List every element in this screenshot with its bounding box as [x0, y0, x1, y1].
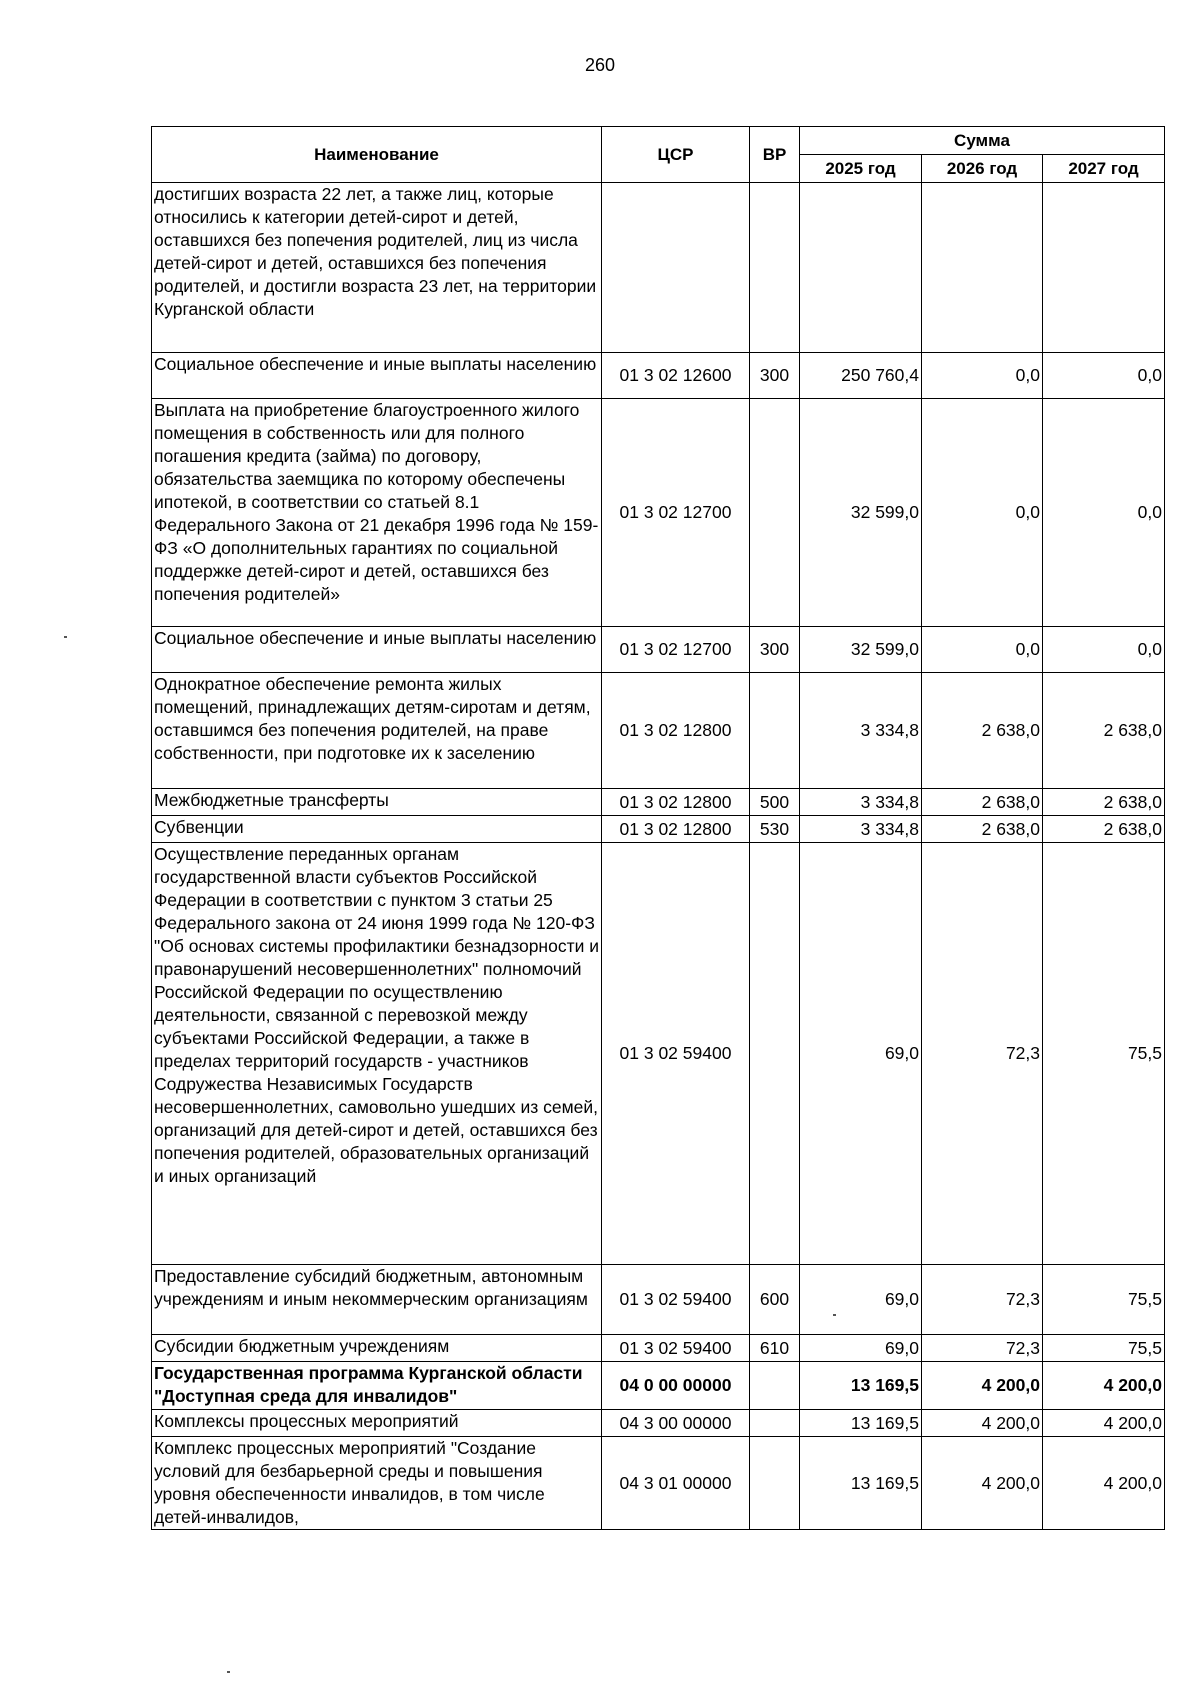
- cell-vr: 610: [750, 1335, 800, 1362]
- cell-2027: 0,0: [1043, 627, 1165, 673]
- cell-2025: 3 334,8: [800, 816, 922, 843]
- cell-csr: 04 3 01 00000: [602, 1437, 750, 1530]
- cell-2025: 3 334,8: [800, 673, 922, 789]
- cell-csr: 01 3 02 12800: [602, 816, 750, 843]
- scan-dot: [833, 1314, 836, 1316]
- cell-2026: 2 638,0: [922, 789, 1043, 816]
- cell-vr: 500: [750, 789, 800, 816]
- cell-2025: 250 760,4: [800, 353, 922, 399]
- table-row: [152, 1437, 1165, 1530]
- cell-csr: 01 3 02 59400: [602, 1335, 750, 1362]
- header-csr: ЦСР: [602, 127, 750, 183]
- scan-dot: [227, 1671, 230, 1673]
- cell-2025: 32 599,0: [800, 399, 922, 627]
- cell-2026: 0,0: [922, 399, 1043, 627]
- cell-name: Социальное обеспечение и иные выплаты населению: [152, 627, 602, 673]
- cell-name: Субвенции: [152, 816, 602, 843]
- cell-2026: 2 638,0: [922, 673, 1043, 789]
- cell-2026: 72,3: [922, 1335, 1043, 1362]
- cell-csr: 01 3 02 12800: [602, 789, 750, 816]
- page-number: 260: [584, 55, 616, 75]
- cell-csr: 01 3 02 59400: [602, 1265, 750, 1335]
- cell-vr: [750, 1410, 800, 1437]
- table-row: [152, 353, 1165, 399]
- cell-2026: 0,0: [922, 627, 1043, 673]
- table-row: [152, 843, 1165, 1265]
- table-row: [152, 399, 1165, 627]
- cell-2025: 69,0: [800, 1335, 922, 1362]
- cell-csr: 04 3 00 00000: [602, 1410, 750, 1437]
- cell-2026: [922, 183, 1043, 353]
- table-header: [152, 127, 1165, 183]
- table-row: [152, 1362, 1165, 1410]
- table-row: [152, 789, 1165, 816]
- cell-name: Комплексы процессных мероприятий: [152, 1410, 602, 1437]
- cell-2025: 3 334,8: [800, 789, 922, 816]
- table-row: [152, 1265, 1165, 1335]
- budget-table: [151, 126, 1165, 1530]
- cell-vr: [750, 399, 800, 627]
- cell-csr: 01 3 02 59400: [602, 843, 750, 1265]
- cell-name: Социальное обеспечение и иные выплаты населению: [152, 353, 602, 399]
- cell-name: Однократное обеспечение ремонта жилых помещений, принадлежащих детям-сиротам и детям, оставшимся без попечения родителей, на праве собственности, при подготовке их к заселению: [152, 673, 602, 789]
- cell-name: достигших возраста 22 лет, а также лиц, которые относились к категории детей-сирот и детей, оставшихся без попечения родителей, лиц из числа детей-сирот и детей, оставшихся без попечения родителей, и достигли возраста 23 лет, на территории Курганской области: [152, 183, 602, 353]
- cell-2027: [1043, 183, 1165, 353]
- cell-csr: 01 3 02 12600: [602, 353, 750, 399]
- cell-vr: 600: [750, 1265, 800, 1335]
- header-year-2027: 2027 год: [1043, 155, 1165, 183]
- cell-2025: 13 169,5: [800, 1437, 922, 1530]
- cell-2027: 2 638,0: [1043, 816, 1165, 843]
- cell-2026: 0,0: [922, 353, 1043, 399]
- cell-2026: 72,3: [922, 843, 1043, 1265]
- header-name: Наименование: [152, 127, 602, 183]
- cell-name: Выплата на приобретение благоустроенного жилого помещения в собственность или для полного погашения кредита (займа) по договору, обязательства заемщика по которому обеспечены ипотекой, в соответствии со статьей 8.1 Федерального Закона от 21 декабря 1996 года № 159-ФЗ «О дополнительных гарантиях по социальной поддержке детей-сирот и детей, оставшихся без попечения родителей»: [152, 399, 602, 627]
- cell-2027: 2 638,0: [1043, 673, 1165, 789]
- header-vr: ВР: [750, 127, 800, 183]
- cell-2027: 4 200,0: [1043, 1437, 1165, 1530]
- cell-name: Комплекс процессных мероприятий "Создание условий для безбарьерной среды и повышения уровня обеспеченности инвалидов, в том числе детей-инвалидов,: [152, 1437, 602, 1530]
- cell-vr: 300: [750, 353, 800, 399]
- cell-name: Межбюджетные трансферты: [152, 789, 602, 816]
- cell-csr: 04 0 00 00000: [602, 1362, 750, 1410]
- cell-2025: [800, 183, 922, 353]
- cell-2027: 0,0: [1043, 399, 1165, 627]
- header-year-2025: 2025 год: [800, 155, 922, 183]
- cell-2025: 32 599,0: [800, 627, 922, 673]
- cell-2026: 4 200,0: [922, 1410, 1043, 1437]
- cell-name: Предоставление субсидий бюджетным, автономным учреждениям и иным некоммерческим организациям: [152, 1265, 602, 1335]
- cell-csr: 01 3 02 12800: [602, 673, 750, 789]
- cell-vr: [750, 1362, 800, 1410]
- cell-vr: [750, 1437, 800, 1530]
- cell-2027: 0,0: [1043, 353, 1165, 399]
- cell-vr: [750, 673, 800, 789]
- scan-dot: [64, 636, 67, 638]
- cell-2027: 2 638,0: [1043, 789, 1165, 816]
- cell-2025: 69,0: [800, 843, 922, 1265]
- header-sum: Сумма: [800, 127, 1165, 155]
- cell-2026: 4 200,0: [922, 1362, 1043, 1410]
- cell-2025: 69,0: [800, 1265, 922, 1335]
- cell-vr: [750, 843, 800, 1265]
- cell-csr: [602, 183, 750, 353]
- cell-2027: 4 200,0: [1043, 1362, 1165, 1410]
- cell-2026: 2 638,0: [922, 816, 1043, 843]
- table-body: [152, 183, 1165, 1530]
- cell-vr: 300: [750, 627, 800, 673]
- cell-name: Государственная программа Курганской области "Доступная среда для инвалидов": [152, 1362, 602, 1410]
- cell-csr: 01 3 02 12700: [602, 399, 750, 627]
- table-row: [152, 1335, 1165, 1362]
- table-row: [152, 673, 1165, 789]
- table-row: [152, 183, 1165, 353]
- cell-csr: 01 3 02 12700: [602, 627, 750, 673]
- cell-name: Субсидии бюджетным учреждениям: [152, 1335, 602, 1362]
- table-row: [152, 627, 1165, 673]
- cell-2027: 75,5: [1043, 1335, 1165, 1362]
- cell-2026: 72,3: [922, 1265, 1043, 1335]
- table-row: [152, 816, 1165, 843]
- table-row: [152, 1410, 1165, 1437]
- cell-2026: 4 200,0: [922, 1437, 1043, 1530]
- cell-2025: 13 169,5: [800, 1362, 922, 1410]
- cell-name: Осуществление переданных органам государственной власти субъектов Российской Федерации в соответствии с пунктом 3 статьи 25 Федерального закона от 24 июня 1999 года № 120-ФЗ "Об основах системы профилактики безнадзорности и правонарушений несовершеннолетних" полномочий Российской Федерации по осуществлению деятельности, связанной с перевозкой между субъектами Российской Федерации, а также в пределах территорий государств - участников Содружества Независимых Государств несовершеннолетних, самовольно ушедших из семей, организаций для детей-сирот и детей, оставшихся без попечения родителей, образовательных организаций и иных организаций: [152, 843, 602, 1265]
- cell-vr: 530: [750, 816, 800, 843]
- cell-2027: 75,5: [1043, 1265, 1165, 1335]
- header-year-2026: 2026 год: [922, 155, 1043, 183]
- cell-2027: 4 200,0: [1043, 1410, 1165, 1437]
- cell-2027: 75,5: [1043, 843, 1165, 1265]
- cell-vr: [750, 183, 800, 353]
- cell-2025: 13 169,5: [800, 1410, 922, 1437]
